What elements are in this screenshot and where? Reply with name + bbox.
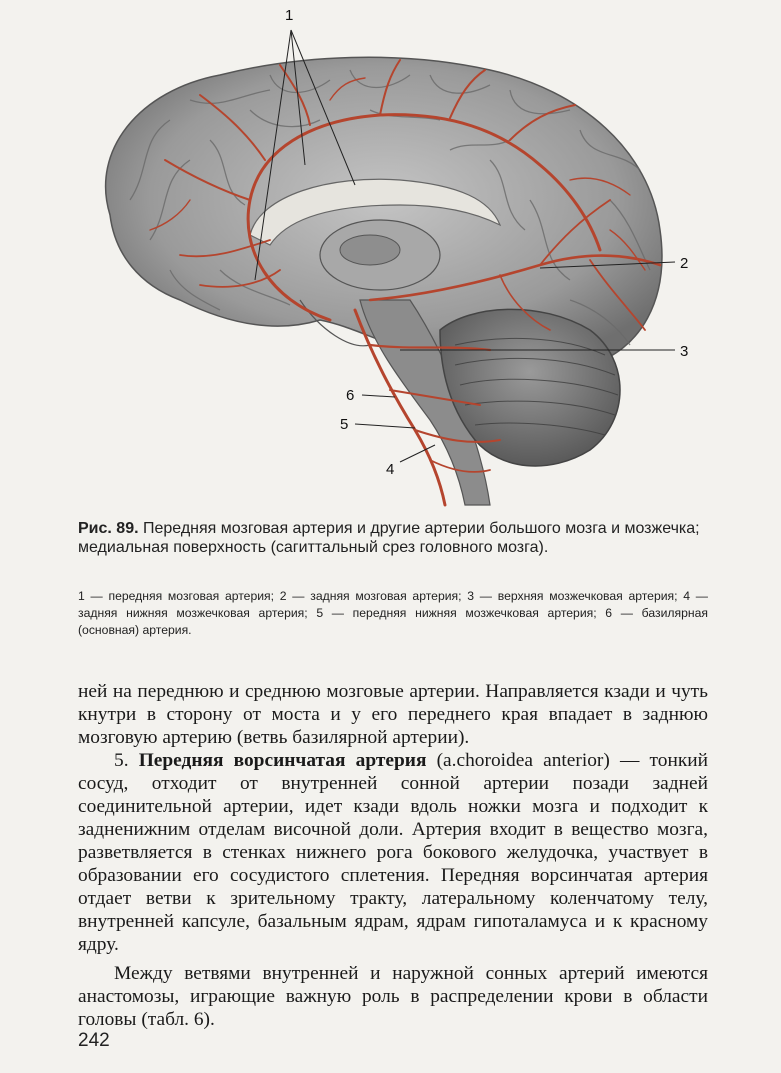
figure-label-2: 2 <box>680 255 689 272</box>
figure-label-4: 4 <box>386 461 395 478</box>
paragraph-2-number: 5. <box>114 750 139 771</box>
paragraph-1: ней на переднюю и среднюю мозговые артерии. Направляется кзади и чуть кнутри в сторону от моста и у его переднего края впадает в заднюю мозговую артерию (ветвь базилярной артерии). <box>78 681 708 748</box>
figure-number: Рис. 89. <box>78 520 139 537</box>
brain-drawing <box>70 0 710 515</box>
figure-label-1: 1 <box>285 7 294 24</box>
page-number: 242 <box>78 1030 110 1051</box>
brain-artery-illustration <box>70 0 710 515</box>
figure-caption <box>78 519 708 557</box>
paragraph-2-term: Передняя ворсинчатая артерия <box>138 750 427 771</box>
figure-label-6: 6 <box>346 387 355 404</box>
paragraph-2 <box>78 749 708 956</box>
figure-legend: 1 — передняя мозговая артерия; 2 — задняя мозговая артерия; 3 — верхняя мозжечковая артерия; 4 — задняя нижняя мозжечковая артерия; 5 — передняя нижняя мозжечковая артерия; 6 — базилярная (основная) артерия. <box>78 589 708 637</box>
figure-label-3: 3 <box>680 343 689 360</box>
figure-label-5: 5 <box>340 416 349 433</box>
body-text <box>78 680 708 1031</box>
caption-text: Передняя мозговая артерия и другие артерии большого мозга и мозжечка; медиальная поверхность (сагиттальный срез головного мозга). <box>78 520 700 556</box>
paragraph-3: Между ветвями внутренней и наружной сонных артерий имеются анастомозы, играющие важную роль в распределении крови в области головы (табл. 6). <box>78 963 708 1030</box>
paragraph-2-text: (a.choroidea anterior) — тонкий сосуд, отходит от внутренней сонной артерии позади задней соединительной артерии, идет кзади вдоль ножки мозга и подходит к задненижним отделам височной доли. Артерия входит в вещество мозга, разветвляется в стенках нижнего рога бокового желудочка, участвует в образовании его сосудистого сплетения. Передняя ворсинчатая артерия отдает ветви к зрительному тракту, латеральному коленчатому телу, внутренней капсуле, базальным ядрам, ядрам гипоталамуса и к красному ядру. <box>78 750 708 955</box>
